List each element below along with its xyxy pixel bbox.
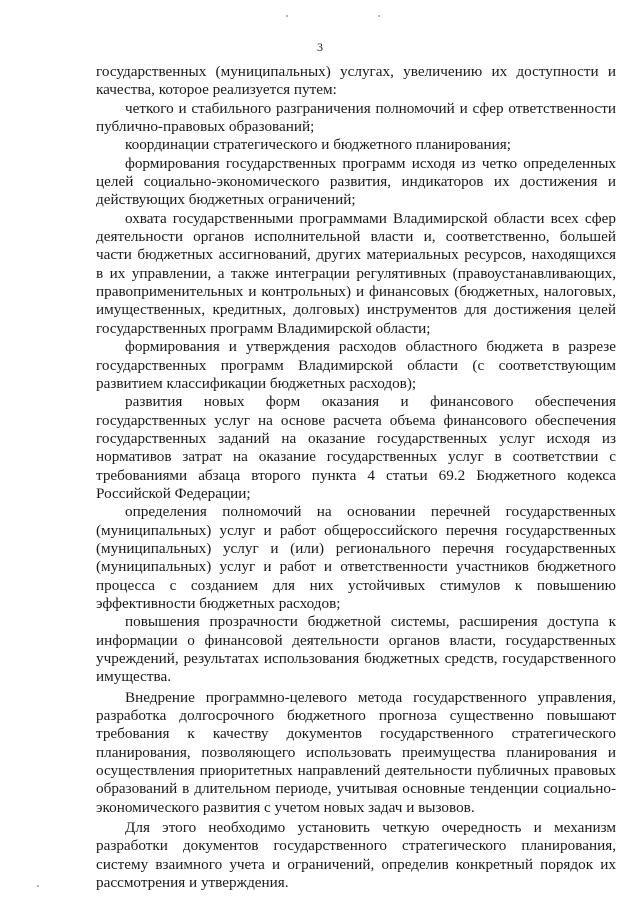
paragraph-program-method: Внедрение программно-целевого метода государственного управления, разработка долгосрочного бюджетного прогноза существенно повышают требования к качеству документов государственного стратегического планирования, позволяющего использовать преимущества планирования и осуществления приоритетных направлений деятельности публичных правовых образований в длительном периоде, учитывая основные тенденции социально-экономического развития с учетом новых задач и вызовов. xyxy=(96,688,616,816)
scan-speck xyxy=(378,15,380,17)
paragraph-conclusion: Для этого необходимо установить четкую очередность и механизм разработки документов государственного стратегического планирования, систему взаимного учета и ограничений, определив конкретный порядок их рассмотрения и утверждения. xyxy=(96,819,616,892)
scan-speck xyxy=(37,885,39,887)
paragraph-item-budget-expenditures: формирования и утверждения расходов областного бюджета в разрезе государственных программ Владимирской области (с соответствующим развитием классификации бюджетных расходов); xyxy=(96,338,616,392)
scan-speck xyxy=(286,15,288,17)
paragraph-item-transparency: повышения прозрачности бюджетной системы, расширения доступа к информации о финансовой деятельности органов власти, государственных учреждений, результатах использования бюджетных средств, государственного имущества. xyxy=(96,613,616,686)
paragraph-item-coordination: координации стратегического и бюджетного планирования; xyxy=(125,136,511,154)
paragraph-item-program-formation: формирования государственных программ исходя из четко определенных целей социально-экономического развития, индикаторов их достижения и действующих бюджетных ограничений; xyxy=(96,154,616,209)
paragraph-item-authority-definition: определения полномочий на основании перечней государственных (муниципальных) услуг и работ общероссийского перечня государственных (муниципальных) услуг и (или) регионального перечня государственных (муниципальных) услуг и работ и ответственности участников бюджетного процесса с созданием для них устойчивых стимулов к повышению эффективности бюджетных расходов; xyxy=(96,503,616,612)
paragraph-item-service-financing: развития новых форм оказания и финансового обеспечения государственных услуг на основе расчета объема финансового обеспечения государственных заданий на оказание государственных услуг исходя из нормативов затрат на оказание государственных услуг в соответствии с требованиями абзаца второго пункта 4 статьи 69.2 Бюджетного кодекса Российской Федерации; xyxy=(96,393,616,502)
page-number: 3 xyxy=(317,40,323,54)
paragraph-item-program-coverage: охвата государственными программами Владимирской области всех сфер деятельности органов исполнительной власти и, соответственно, большей части бюджетных ассигнований, других материальных ресурсов, находящихся в их управлении, а также интеграции регулятивных (правоустанавливающих, правоприменительных и контрольных) и финансовых (бюджетных, налоговых, имущественных, кредитных, долговых) инструментов для достижения целей государственных программ Владимирской области; xyxy=(96,209,616,337)
document-body xyxy=(96,63,616,892)
paragraph-item-delimitation: четкого и стабильного разграничения полномочий и сфер ответственности публично-правовых образований; xyxy=(96,99,616,136)
paragraph-continuation: государственных (муниципальных) услугах, увеличению их доступности и качества, которое реализуется путем: xyxy=(96,63,616,99)
